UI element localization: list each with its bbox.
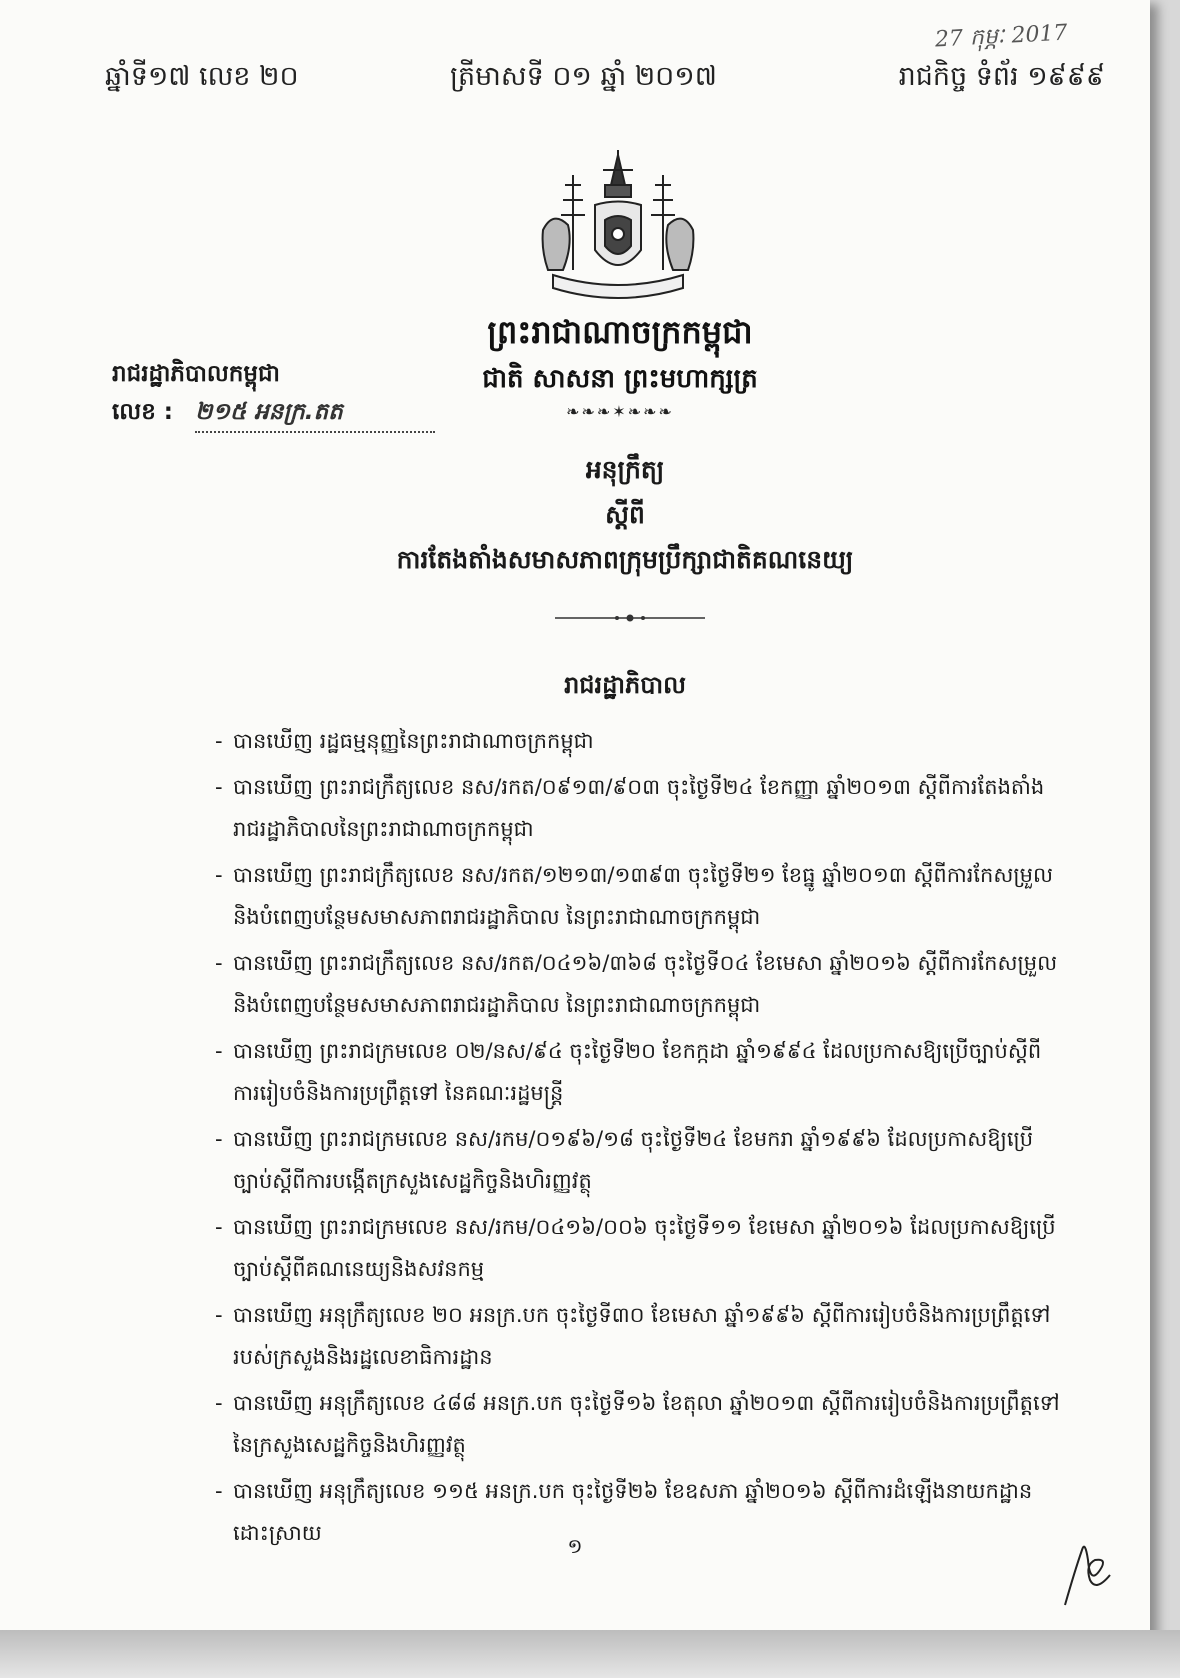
scan-edge xyxy=(0,1630,1180,1678)
gazette-page: រាជកិច្ច ទំព័រ ១៩៩៩ xyxy=(898,61,1105,92)
list-item: - បានឃើញ អនុក្រឹត្យលេខ ១១៥ អនក្រ.បក ចុះថ្ងៃទី២៦ ខែឧសភា ឆ្នាំ២០១៦ ស្ដីពីការដំឡើងនាយកដ្ឋានដោះស្រាយ xyxy=(215,1470,1060,1554)
gazette-date: ត្រីមាសទី ០១ ឆ្នាំ ២០១៧ xyxy=(450,61,717,92)
document-number-label: លេខ : xyxy=(112,399,174,425)
list-item: - បានឃើញ ព្រះរាជក្រមលេខ នស/រកម/០១៩៦/១៨ ចុះថ្ងៃទី២៤ ខែមករា ឆ្នាំ១៩៩៦ ដែលប្រកាសឱ្យប្រើច្បាប់ស្ដីពីការបង្កើតក្រសួងសេដ្ឋកិច្ចនិងហិរញ្ញវត្ថុ xyxy=(215,1118,1060,1202)
document-title: ការតែងតាំងសមាសភាពក្រុមប្រឹក្សាជាតិគណនេយ្យ xyxy=(396,545,854,574)
ornament-divider: ❧❧❧✶❧❧❧ xyxy=(566,402,674,421)
list-item: - បានឃើញ ព្រះរាជក្រឹត្យលេខ នស/រកត/០៤១៦/៣៦៨ ចុះថ្ងៃទី០៤ ខែមេសា ឆ្នាំ២០១៦ ស្ដីពីការកែសម្រួលនិងបំពេញបន្ថែមសមាសភាពរាជរដ្ឋាភិបាល នៃព្រះរាជាណាចក្រកម្ពុជា xyxy=(215,942,1060,1026)
issuing-authority: រាជរដ្ឋាភិបាលកម្ពុជា xyxy=(112,361,280,387)
clause-list xyxy=(215,720,1060,1558)
list-item: - បានឃើញ ព្រះរាជក្រឹត្យលេខ នស/រកត/១២១៣/១៣៩៣ ចុះថ្ងៃទី២១ ខែធ្នូ ឆ្នាំ២០១៣ ស្ដីពីការកែសម្រួលនិងបំពេញបន្ថែមសមាសភាពរាជរដ្ឋាភិបាល នៃព្រះរាជាណាចក្រកម្ពុជា xyxy=(215,854,1060,938)
national-motto: ជាតិ សាសនា ព្រះមហាក្សត្រ xyxy=(482,364,758,394)
handwritten-date: 27 កុម្ភៈ 2017 xyxy=(934,20,1069,53)
list-item: - បានឃើញ ព្រះរាជក្រមលេខ ០២/នស/៩៤ ចុះថ្ងៃទី២០ ខែកក្កដា ឆ្នាំ១៩៩៤ ដែលប្រកាសឱ្យប្រើច្បាប់ស្ដីពីការរៀបចំនិងការប្រព្រឹត្តទៅ នៃគណៈរដ្ឋមន្ត្រី xyxy=(215,1030,1060,1114)
list-item: - បានឃើញ ព្រះរាជក្រឹត្យលេខ នស/រកត/០៩១៣/៩០៣ ចុះថ្ងៃទី២៤ ខែកញ្ញា ឆ្នាំ២០១៣ ស្ដីពីការតែងតាំងរាជរដ្ឋាភិបាលនៃព្រះរាជាណាចក្រកម្ពុជា xyxy=(215,766,1060,850)
gazette-year-number: ឆ្នាំទី១៧ លេខ ២០ xyxy=(105,61,299,92)
list-item: - បានឃើញ ព្រះរាជក្រមលេខ នស/រកម/០៤១៦/០០៦ ចុះថ្ងៃទី១១ ខែមេសា ឆ្នាំ២០១៦ ដែលប្រកាសឱ្យប្រើច្បាប់ស្ដីពីគណនេយ្យនិងសវនកម្ម xyxy=(215,1206,1060,1290)
title-divider-icon xyxy=(555,612,705,624)
list-item: - បានឃើញ អនុក្រឹត្យលេខ ២០ អនក្រ.បក ចុះថ្ងៃទី៣០ ខែមេសា ឆ្នាំ១៩៩៦ ស្ដីពីការរៀបចំនិងការប្រព្រឹត្តទៅរបស់ក្រសួងនិងរដ្ឋលេខាធិការដ្ឋាន xyxy=(215,1294,1060,1378)
section-title: រាជរដ្ឋាភិបាល xyxy=(564,671,686,699)
document-type: អនុក្រឹត្យ xyxy=(585,455,665,484)
document-number-value: ២១៥ អនក្រ.តត xyxy=(195,398,435,433)
kingdom-title: ព្រះរាជាណាចក្រកម្ពុជា xyxy=(487,313,753,351)
document-about: ស្ដីពី xyxy=(605,500,645,529)
list-item: - បានឃើញ អនុក្រឹត្យលេខ ៤៨៨ អនក្រ.បក ចុះថ្ងៃទី១៦ ខែតុលា ឆ្នាំ២០១៣ ស្ដីពីការរៀបចំនិងការប្រព្រឹត្តទៅនៃក្រសួងសេដ្ឋកិច្ចនិងហិរញ្ញវត្ថុ xyxy=(215,1382,1060,1466)
document-number-row xyxy=(112,398,435,433)
royal-emblem-icon xyxy=(533,150,703,310)
page-number: ១ xyxy=(567,1534,583,1558)
list-item: - បានឃើញ រដ្ឋធម្មនុញ្ញនៃព្រះរាជាណាចក្រកម្ពុជា xyxy=(215,720,1060,762)
